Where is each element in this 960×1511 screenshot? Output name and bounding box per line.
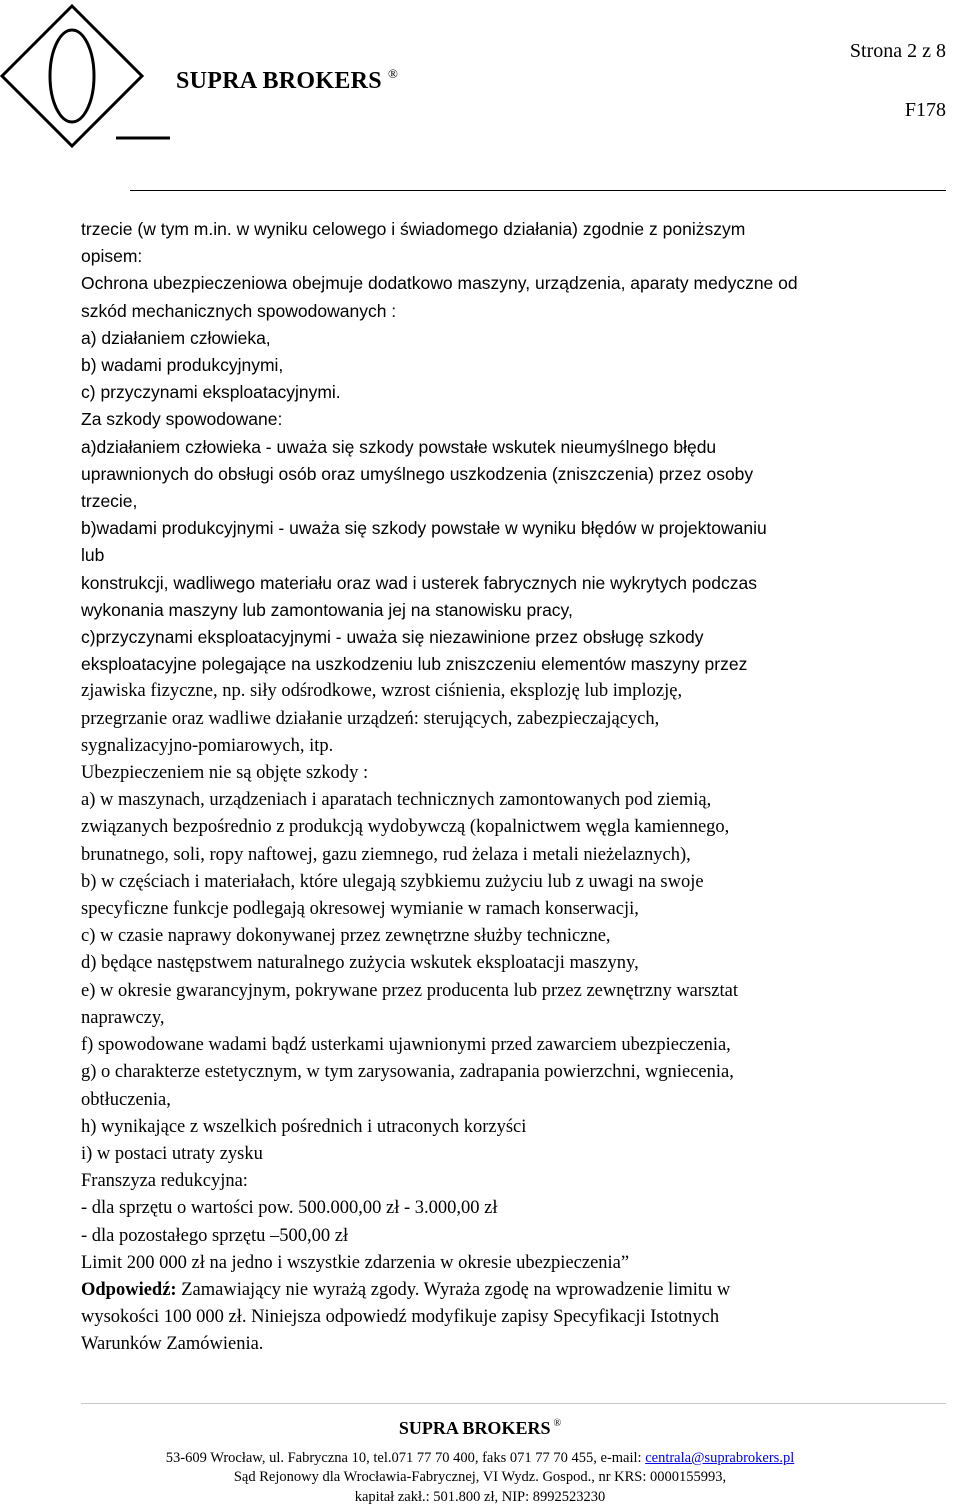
footer-address: 53-609 Wrocław, ul. Fabryczna 10, tel.071 77 70 400, faks 071 77 70 455, e-mail: centrala@suprabrokers.pl — [165, 1450, 795, 1466]
footer-email-link[interactable]: centrala@suprabrokers.pl — [645, 1450, 795, 1466]
footer-divider — [81, 1403, 946, 1404]
answer-line-3: Warunków Zamówienia. — [81, 1334, 264, 1355]
footer-court: Sąd Rejonowy dla Wrocławia-Fabrycznej, VI Wydz. Gospod., nr KRS: 0000155993, — [233, 1469, 727, 1485]
answer-line-1: Zamawiający nie wyrażą zgody. Wyraża zgodę na wprowadzenie limitu w — [176, 1279, 731, 1300]
body-line: związanych bezpośrednio z produkcją wydobywczą (kopalnictwem węgla kamiennego, — [81, 817, 730, 838]
body-line: h) wynikające z wszelkich pośrednich i utraconych korzyści — [81, 1116, 527, 1137]
body-lines — [81, 216, 951, 1277]
body-line: uprawnionych do obsługi osób oraz umyślnego uszkodzenia (zniszczenia) przez osoby — [81, 463, 754, 484]
body-line: trzecie, — [81, 491, 138, 512]
body-line: przegrzanie oraz wadliwe działanie urządzeń: sterujących, zabezpieczających, — [81, 708, 660, 729]
body-line: b)wadami produkcyjnymi - uważa się szkody powstałe w wyniku błędów w projektowaniu — [81, 518, 767, 539]
body-line: c)przyczynami eksploatacyjnymi - uważa się niezawinione przez obsługę szkody — [81, 627, 704, 648]
body-line: trzecie (w tym m.in. w wyniku celowego i świadomego działania) zgodnie z poniższym — [81, 219, 746, 239]
registered-mark-icon: ® — [387, 66, 399, 81]
page-number: Strona 2 z 8 — [849, 40, 946, 62]
body-line: eksploatacyjne polegające na uszkodzeniu lub zniszczeniu elementów maszyny przez — [81, 654, 748, 675]
body-line: konstrukcji, wadliwego materiału oraz wad i usterek fabrycznych nie wykrytych podczas — [81, 572, 757, 593]
body-line: brunatnego, soli, ropy naftowej, gazu ziemnego, rud żelaza i metali nieżelaznych), — [81, 844, 691, 865]
body-line: e) w okresie gwarancyjnym, pokrywane przez producenta lub przez zewnętrzny warsztat — [81, 980, 738, 1001]
body-line: obtłuczenia, — [81, 1089, 171, 1110]
body-line: Za szkody spowodowane: — [81, 409, 283, 430]
body-line: szkód mechanicznych spowodowanych : — [81, 300, 397, 321]
body-line: sygnalizacyjno-pomiarowych, itp. — [81, 735, 334, 756]
footer-capital: kapitał zakł.: 501.800 zł, NIP: 8992523230 — [354, 1489, 606, 1505]
document-body — [81, 216, 951, 1359]
body-line: - dla pozostałego sprzętu –500,00 zł — [81, 1225, 349, 1246]
body-line: c) w czasie naprawy dokonywanej przez zewnętrzne służby techniczne, — [81, 926, 611, 947]
answer-paragraph — [81, 1277, 951, 1359]
answer-label: Odpowiedź: — [81, 1279, 177, 1300]
body-line: - dla sprzętu o wartości pow. 500.000,00 zł - 3.000,00 zł — [81, 1198, 498, 1219]
body-line: Ochrona ubezpieczeniowa obejmuje dodatkowo maszyny, urządzenia, aparaty medyczne od — [81, 273, 798, 294]
answer-line-2: wysokości 100 000 zł. Niniejsza odpowiedź modyfikuje zapisy Specyfikacji Istotnych — [81, 1307, 720, 1328]
body-line: b) w częściach i materiałach, które ulegają szybkiemu zużyciu lub z uwagi na swoje — [81, 871, 704, 892]
body-line: Limit 200 000 zł na jedno i wszystkie zdarzenia w okresie ubezpieczenia” — [81, 1252, 630, 1273]
body-line: a) działaniem człowieka, — [81, 327, 271, 348]
body-line: Ubezpieczeniem nie są objęte szkody : — [81, 763, 369, 784]
form-code: F178 — [904, 99, 946, 121]
body-line: i) w postaci utraty zysku — [81, 1143, 263, 1164]
body-line: opisem: — [81, 246, 143, 267]
body-line: g) o charakterze estetycznym, w tym zarysowania, zadrapania powierzchni, wgniecenia, — [81, 1062, 734, 1083]
header-divider — [130, 190, 946, 191]
footer-brand: SUPRA BROKERS ® — [398, 1418, 562, 1438]
body-line: d) będące następstwem naturalnego zużycia wskutek eksploatacji maszyny, — [81, 953, 639, 974]
body-line: Franszyza redukcyjna: — [81, 1171, 248, 1192]
registered-mark-icon: ® — [553, 1418, 562, 1429]
body-line: f) spowodowane wadami bądź usterkami ujawnionymi przed zawarciem ubezpieczenia, — [81, 1035, 731, 1056]
body-line: zjawiska fizyczne, np. siły odśrodkowe, wzrost ciśnienia, eksplozję lub implozję, — [81, 681, 683, 702]
body-line: b) wadami produkcyjnymi, — [81, 355, 284, 376]
body-line: a)działaniem człowieka - uważa się szkody powstałe wskutek nieumyślnego błędu — [81, 436, 717, 457]
header-brand: SUPRA BROKERS ® — [176, 66, 399, 94]
body-line: naprawczy, — [81, 1007, 165, 1028]
body-line: a) w maszynach, urządzeniach i aparatach technicznych zamontowanych pod ziemią, — [81, 790, 712, 811]
logo-icon — [0, 0, 190, 190]
body-line: specyficzne funkcje podlegają okresowej wymianie w ramach konserwacji, — [81, 899, 639, 920]
body-line: c) przyczynami eksploatacyjnymi. — [81, 382, 341, 403]
body-line: wykonania maszyny lub zamontowania jej na stanowisku pracy, — [81, 599, 573, 620]
body-line: lub — [81, 545, 105, 566]
